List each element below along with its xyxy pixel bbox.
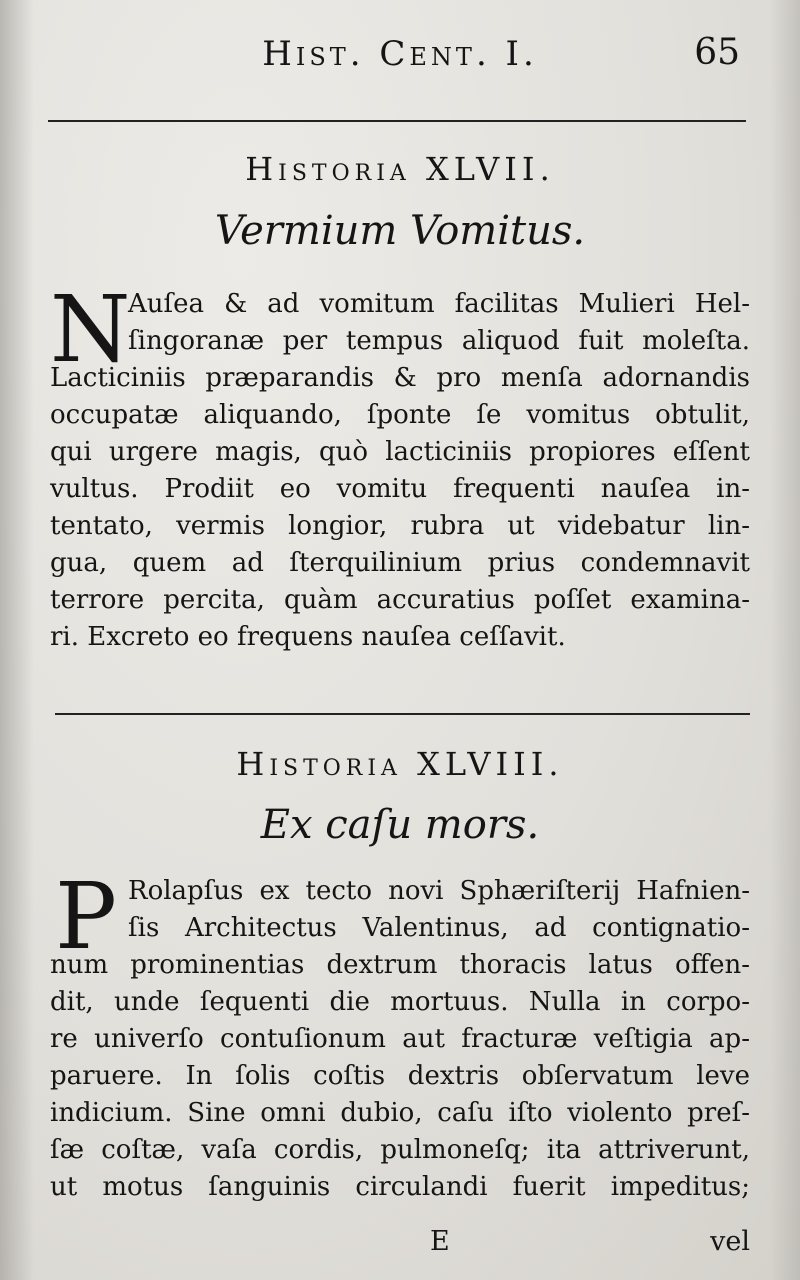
text-line: Auſea & ad vomitum facilitas Mulieri Hel- [128,289,750,319]
page-number: 65 [694,32,740,73]
page-footer [50,1226,750,1266]
text-line: terrore percita, quàm accuratius poſſet examina- [50,585,750,615]
text-line: ſis Architectus Valentinus, ad contignatio- [128,913,750,943]
text-line: Lacticiniis præparandis & pro menſa adornandis [50,363,750,393]
section-body [50,276,750,656]
text-line: ſæ coſtæ, vaſa cordis, pulmoneſq; ita attriverunt, [50,1135,750,1165]
text-line: re univerſo contuſionum aut fracturæ veſtigia ap- [50,1024,750,1054]
text-line: paruere. In ſolis coſtis dextris obſervatum leve [50,1061,750,1091]
running-head [50,30,750,80]
running-title: Hist. Cent. I. [262,34,538,74]
text-line: tentato, vermis longior, rubra ut videbatur lin- [50,511,750,541]
text-line: occupatæ aliquando, ſponte ſe vomitus obtulit, [50,400,750,430]
signature-mark: E [430,1226,450,1257]
section-heading: Historia XLVIII. [236,745,564,783]
text-line: ſingoranæ per tempus aliquod fuit moleſta. [128,326,750,356]
text-line: ri. Excreto eo frequens nauſea ceſſavit. [50,622,566,652]
text-line: ut motus ſanguinis circulandi fuerit impeditus; [50,1172,750,1202]
header-rule [48,120,746,122]
section-body [50,863,750,1206]
section-subtitle: Vermium Vomitus. [214,208,586,254]
section-subtitle: Ex caſu mors. [260,802,540,848]
text-line: qui urgere magis, quò lacticiniis propiores eſſent [50,437,750,467]
section-rule [55,713,750,715]
text-line: num prominentias dextrum thoracis latus offen- [50,950,750,980]
drop-cap: N [50,276,131,383]
text-line: dit, unde ſequenti die mortuus. Nulla in corpo- [50,987,750,1017]
drop-cap: P [55,863,117,970]
text-line: gua, quem ad ſterquilinium prius condemnavit [50,548,750,578]
section-heading: Historia XLVII. [245,150,555,188]
catchword: vel [710,1226,750,1257]
text-line: indicium. Sine omni dubio, caſu iſto violento preſ- [50,1098,750,1128]
text-line: Rolapſus ex tecto novi Sphæriſterij Hafnien- [128,876,750,906]
text-line: vultus. Prodiit eo vomitu frequenti nauſea in- [50,474,750,504]
